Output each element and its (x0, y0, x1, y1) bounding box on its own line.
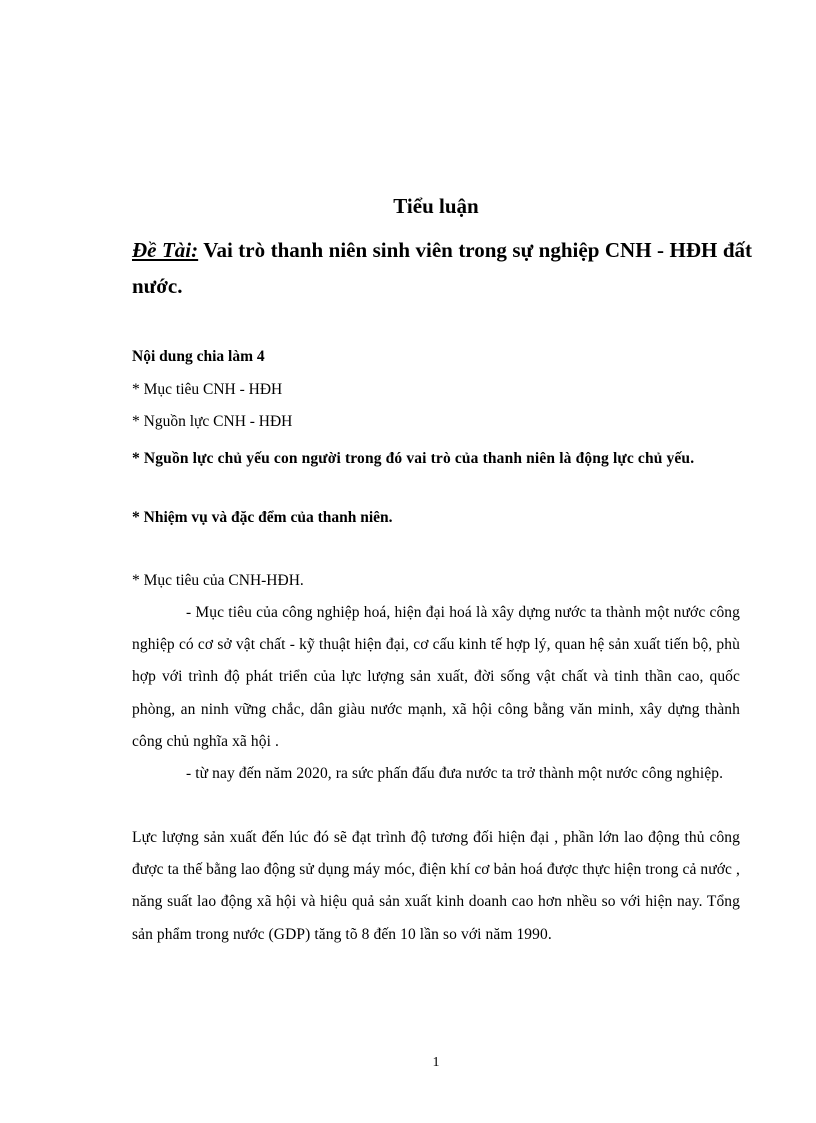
outline-item: * Nhiệm vụ và đặc đểm của thanh niên. (132, 509, 393, 526)
section-paragraph: - Mục tiêu của công nghiệp hoá, hiện đại hoá là xây dựng nước ta thành một nước công nghiệp có cơ sở vật chất - kỹ thuật hiện đại, cơ cấu kinh tế hợp lý, quan hệ sản xuất tiến bộ, phù hợp với trình độ phát triển của lực lượng sản xuất, đời sống vật chất và tinh thần cao, quốc phòng, an ninh vững chắc, dân giàu nước mạnh, xã hội công bằng văn minh, xây dựng thành công chủ nghĩa xã hội . (132, 604, 740, 750)
page-number: 1 (432, 1055, 440, 1070)
document-title: Tiểu luận (393, 194, 479, 218)
section-heading: * Mục tiêu của CNH-HĐH. (132, 572, 304, 589)
outline-item: * Nguồn lực CNH - HĐH (132, 413, 293, 430)
document-topic (132, 232, 752, 304)
topic-text: Vai trò thanh niên sinh viên trong sự nghiệp CNH - HĐH đất nước. (132, 238, 752, 298)
outline-item: * Nguồn lực chủ yếu con người trong đó vai trò của thanh niên là động lực chủ yếu. (132, 450, 695, 467)
outline-item: * Mục tiêu CNH - HĐH (132, 381, 283, 398)
topic-label: Đề Tài: (132, 238, 199, 262)
section-paragraph: - từ nay đến năm 2020, ra sức phấn đấu đưa nước ta trở thành một nước công nghiệp. (186, 765, 724, 782)
outline-heading: Nội dung chia làm 4 (132, 348, 265, 365)
section-paragraph: Lực lượng sản xuất đến lúc đó sẽ đạt trình độ tương đối hiện đại , phần lớn lao động thủ công được ta thế bằng lao động sử dụng máy móc, điện khí cơ bản hoá được thực hiện trong cả nước , năng suất lao động xã hội và hiệu quả sản xuất kinh doanh cao hơn nhều so với hiện nay. Tổng sản phẩm trong nước (GDP) tăng tõ 8 đến 10 lần so với năm 1990. (132, 829, 740, 943)
